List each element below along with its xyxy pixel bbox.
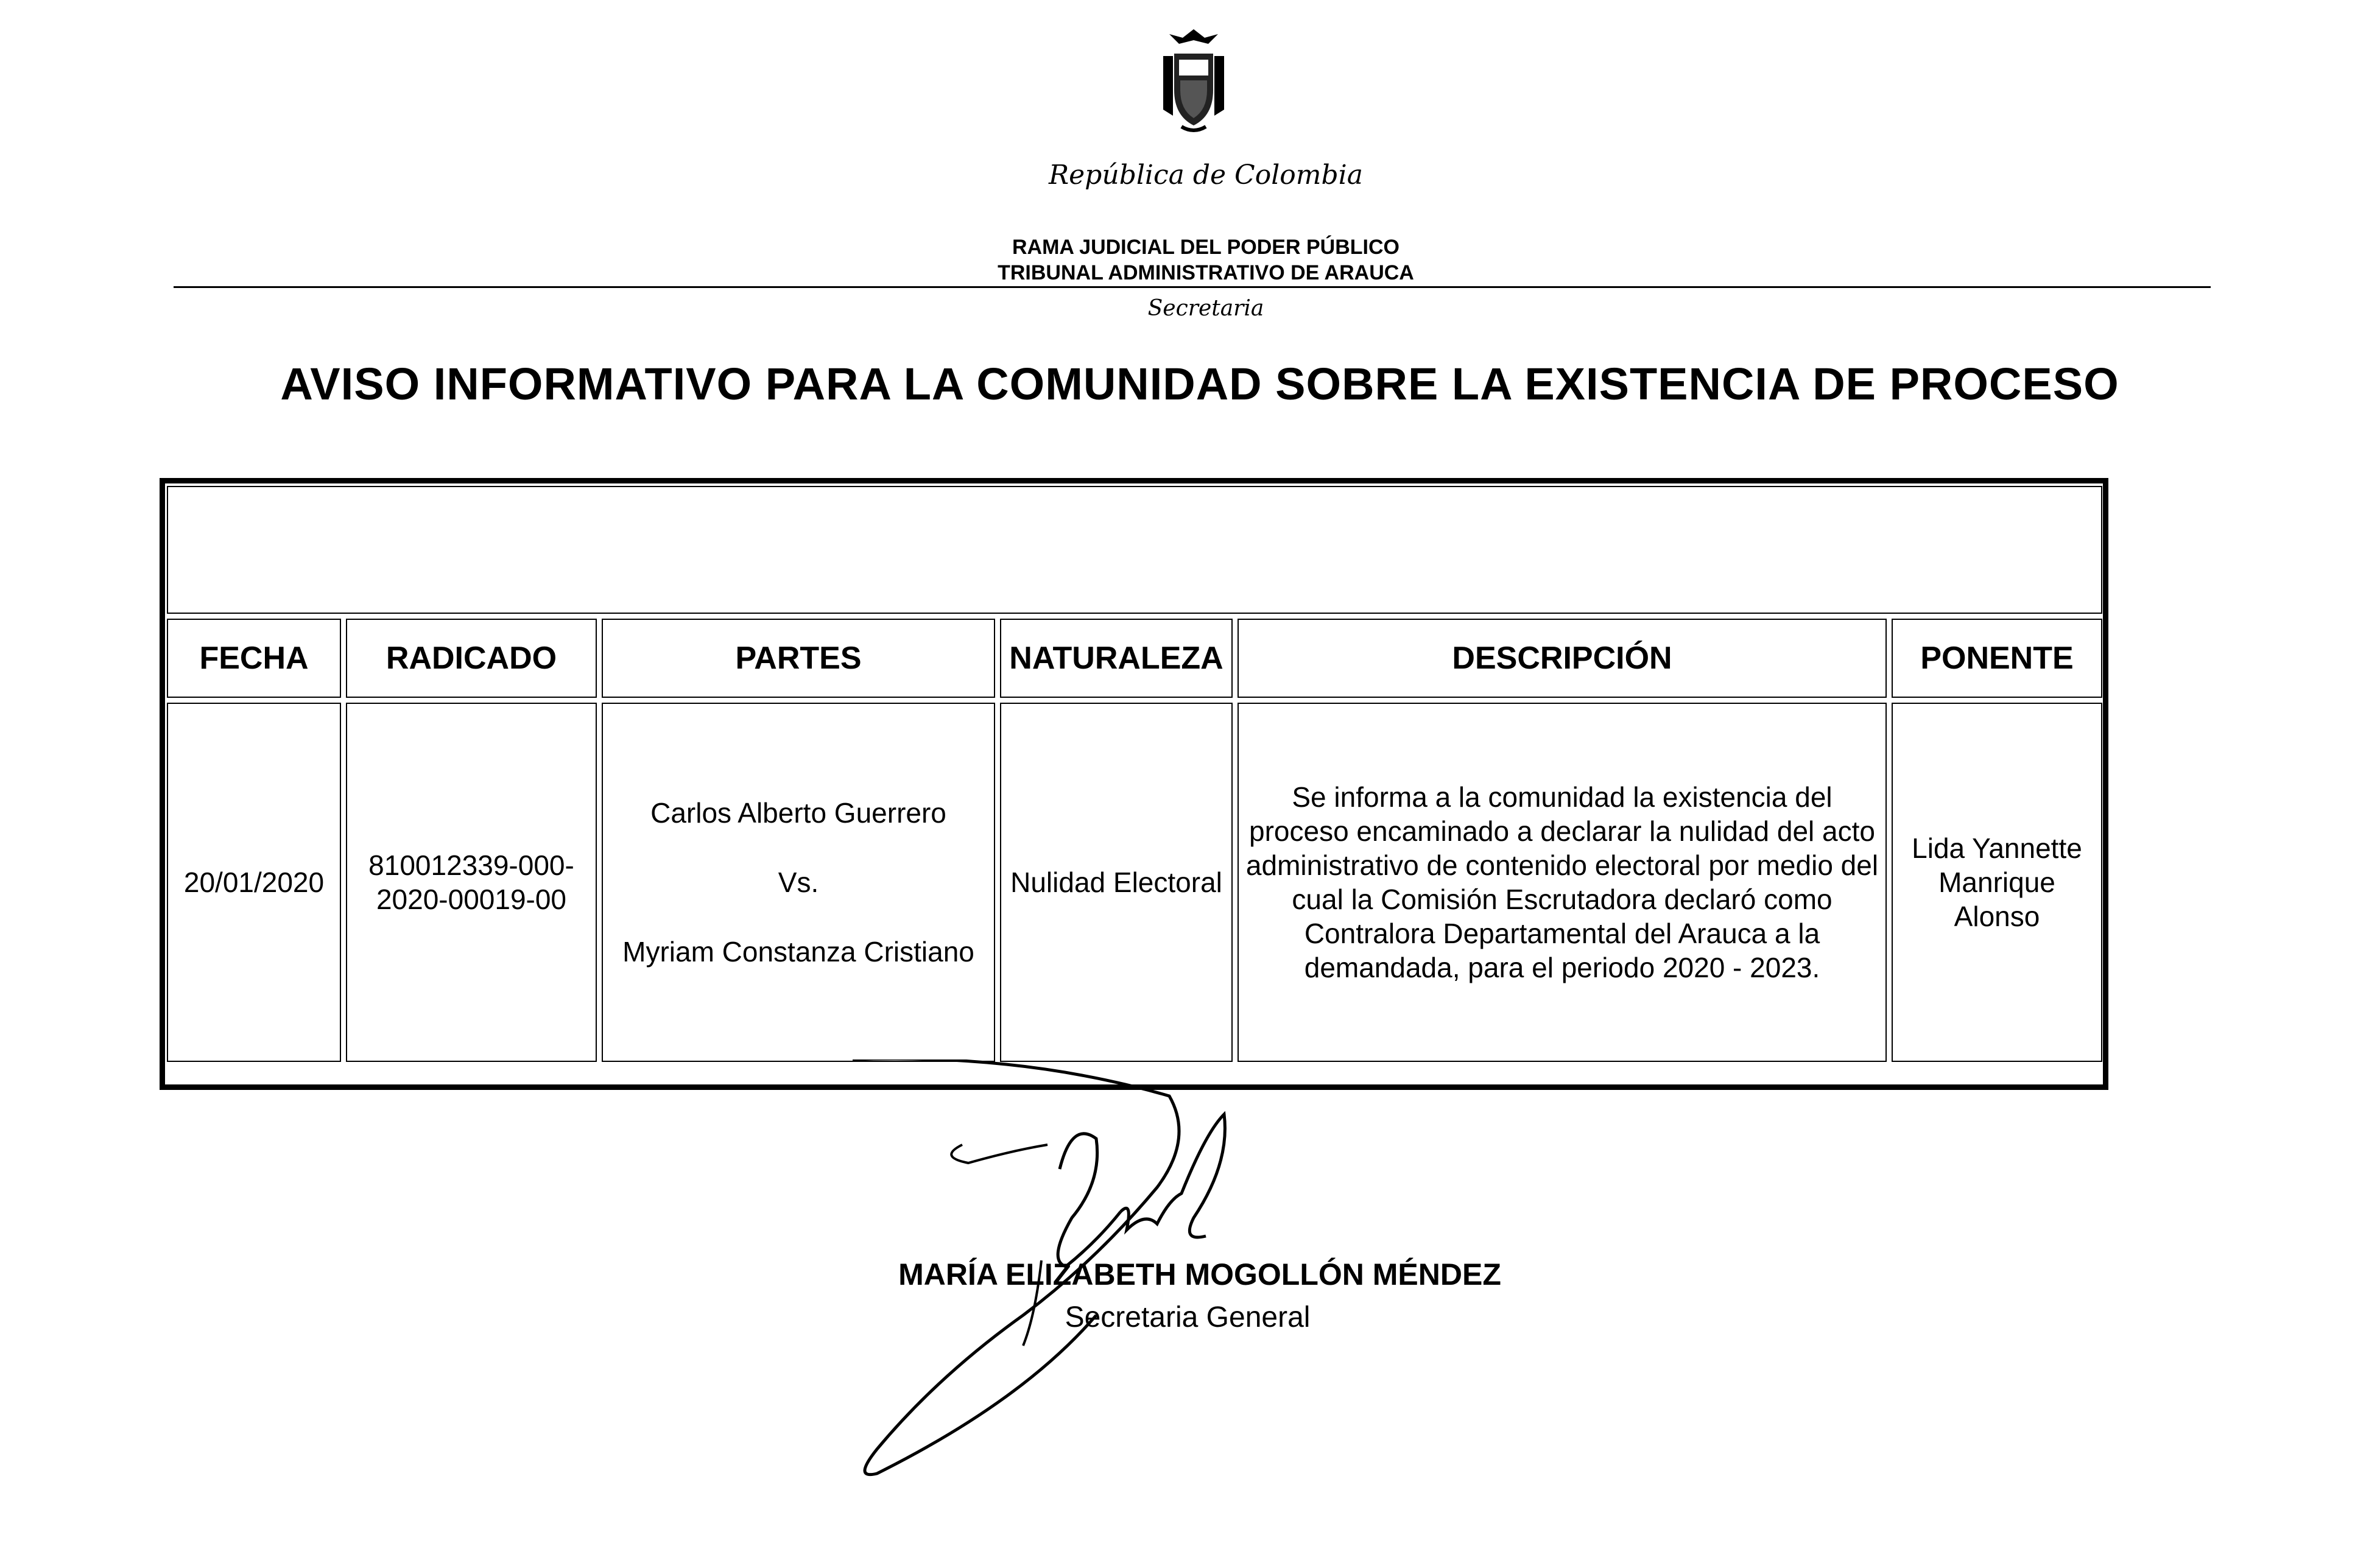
partes-demandado: Myriam Constanza Cristiano — [622, 936, 974, 968]
col-header-fecha: FECHA — [167, 619, 341, 698]
table-header-row — [167, 619, 2102, 698]
notice-table — [162, 481, 2106, 1067]
colombia-coat-of-arms-icon — [1145, 24, 1242, 134]
cell-fecha: 20/01/2020 — [167, 703, 341, 1062]
header-divider — [174, 286, 2211, 288]
office-name: Secretaria — [1147, 296, 1264, 321]
table-blank-cell — [167, 486, 2102, 614]
cell-radicado: 810012339-000-2020-00019-00 — [346, 703, 597, 1062]
col-header-ponente: PONENTE — [1892, 619, 2102, 698]
handwritten-signature-icon — [840, 1059, 1389, 1522]
partes-versus: Vs. — [778, 866, 819, 898]
col-header-naturaleza: NATURALEZA — [1000, 619, 1233, 698]
cell-ponente: Lida Yannette Manrique Alonso — [1892, 703, 2102, 1062]
partes-demandante: Carlos Alberto Guerrero — [650, 797, 946, 829]
branch-line-1: RAMA JUDICIAL DEL PODER PÚBLICO — [1012, 236, 1399, 259]
col-header-descripcion: DESCRIPCIÓN — [1238, 619, 1887, 698]
cell-descripcion: Se informa a la comunidad la existencia del proceso encaminado a declarar la nulidad del acto administrativo de contenido electoral por medio del cual la Comisión Escrutadora declaró como Contralora Departamental del Arauca a la demandada, para el periodo 2020 - 2023. — [1238, 703, 1887, 1062]
notice-title: AVISO INFORMATIVO PARA LA COMUNIDAD SOBRE LA EXISTENCIA DE PROCESO — [280, 359, 2119, 409]
table-row — [167, 703, 2102, 1062]
col-header-partes: PARTES — [602, 619, 995, 698]
cell-naturaleza: Nulidad Electoral — [1000, 703, 1233, 1062]
judicial-branch-heading — [792, 234, 1620, 286]
table-blank-row — [167, 486, 2102, 614]
cell-partes — [602, 703, 995, 1062]
signatory-name: MARÍA ELIZABETH MOGOLLÓN MÉNDEZ — [898, 1257, 1501, 1291]
signatory-role: Secretaria General — [1065, 1301, 1311, 1333]
col-header-radicado: RADICADO — [346, 619, 597, 698]
republic-name: República de Colombia — [1049, 160, 1363, 191]
branch-line-2: TRIBUNAL ADMINISTRATIVO DE ARAUCA — [998, 261, 1414, 284]
